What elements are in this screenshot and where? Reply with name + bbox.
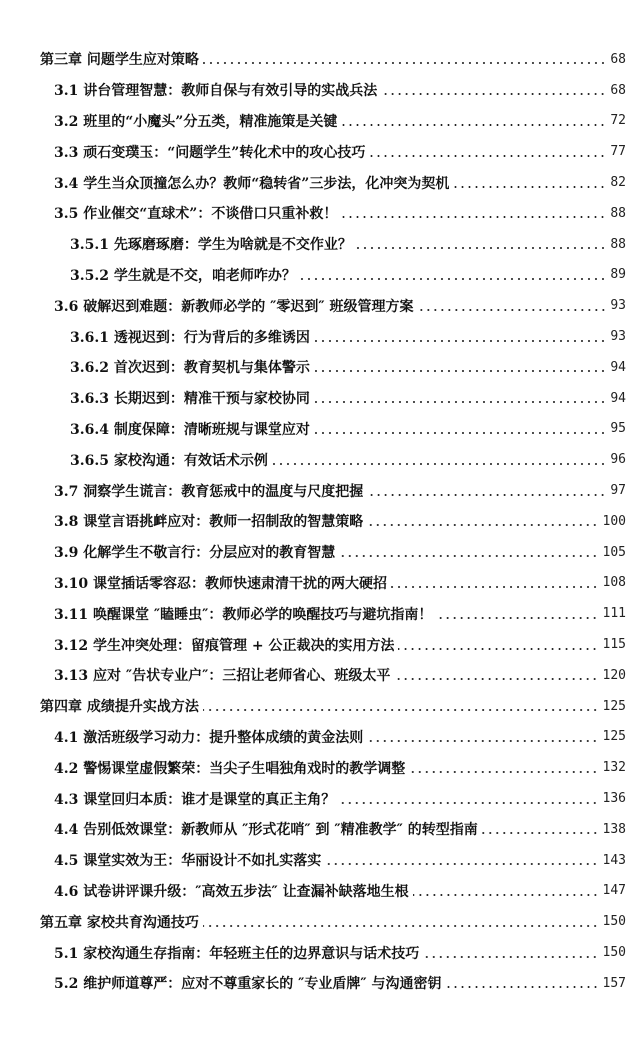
toc-entry-title: 4.5 课堂实效为王：华丽设计不如扎实落实 xyxy=(54,853,322,870)
toc-page-number: 111 xyxy=(602,606,626,622)
toc-entry-title: 3.4 学生当众顶撞怎么办？教师“稳转省”三步法，化冲突为契机 xyxy=(54,175,450,192)
toc-page-number: 77 xyxy=(610,144,626,160)
toc-page-number: 132 xyxy=(602,760,626,776)
toc-entry-title: 5.2 维护师道尊严：应对不尊重家长的 ″专业盾牌″ 与沟通密钥 xyxy=(54,976,442,993)
toc-entry-title: 3.7 洞察学生谎言：教育惩戒中的温度与尺度把握 xyxy=(54,483,364,500)
toc-section-entry[interactable] xyxy=(0,444,640,475)
toc-entry-title: 5.1 家校沟通生存指南：年轻班主任的边界意识与话术技巧 xyxy=(54,945,420,962)
toc-page-number: 138 xyxy=(602,821,626,837)
toc-section-entry[interactable] xyxy=(0,167,640,198)
toc-entry-title: 3.6.5 家校沟通：有效话术示例 xyxy=(70,452,268,469)
toc-entry-title: 3.6 破解迟到难题：新教师必学的 ″零迟到″ 班级管理方案 xyxy=(54,298,414,315)
toc-page-number: 108 xyxy=(602,575,626,591)
toc-entry-title: 3.13 应对 ″告状专业户″：三招让老师省心、班级太平 xyxy=(54,668,391,685)
toc-page-number: 143 xyxy=(602,852,626,868)
toc-page-number: 150 xyxy=(602,945,626,960)
toc-section-entry[interactable] xyxy=(0,968,640,999)
toc-entry-title: 3.5 作业催交“直球术”：不谈借口只重补救！ xyxy=(54,206,338,223)
toc-chapter-entry[interactable] xyxy=(0,44,640,75)
toc-entry-title: 3.12 学生冲突处理：留痕管理 + 公正裁决的实用方法 xyxy=(54,637,395,654)
dot-leader xyxy=(394,678,598,680)
toc-entry-title: 3.6.2 首次迟到：教育契机与集体警示 xyxy=(70,360,310,377)
toc-section-entry[interactable] xyxy=(0,198,640,229)
dot-leader xyxy=(446,986,599,988)
table-of-contents xyxy=(0,44,640,999)
toc-entry-title: 4.4 告别低效课堂：新教师从 ″形式花哨″ 到 ″精准教学″ 的转型指南 xyxy=(54,822,478,839)
toc-section-entry[interactable] xyxy=(0,475,640,506)
toc-page-number: 125 xyxy=(602,698,626,714)
toc-entry-title: 3.9 化解学生不敬言行：分层应对的教育智慧 xyxy=(54,545,336,562)
toc-page-number: 93 xyxy=(610,329,626,345)
dot-leader xyxy=(339,555,598,557)
toc-entry-title: 3.8 课堂言语挑衅应对：教师一招制敌的智慧策略 xyxy=(54,514,364,531)
dot-leader xyxy=(300,278,606,280)
toc-page-number: 89 xyxy=(610,267,626,283)
toc-page-number: 68 xyxy=(610,82,626,98)
dot-leader xyxy=(453,186,606,188)
dot-leader xyxy=(369,155,606,157)
toc-section-entry[interactable] xyxy=(0,845,640,876)
toc-section-entry[interactable] xyxy=(0,352,640,383)
toc-section-entry[interactable] xyxy=(0,414,640,445)
toc-section-entry[interactable] xyxy=(0,752,640,783)
toc-section-entry[interactable] xyxy=(0,722,640,753)
dot-leader xyxy=(339,802,598,804)
toc-section-entry[interactable] xyxy=(0,136,640,167)
toc-page-number: 93 xyxy=(610,298,626,314)
toc-chapter-entry[interactable] xyxy=(0,691,640,722)
dot-leader xyxy=(367,524,598,526)
toc-section-entry[interactable] xyxy=(0,537,640,568)
toc-section-entry[interactable] xyxy=(0,568,640,599)
dot-leader xyxy=(272,463,606,465)
toc-page-number: 125 xyxy=(602,729,626,745)
dot-leader xyxy=(314,401,606,403)
toc-page-number: 105 xyxy=(602,544,626,560)
dot-leader xyxy=(418,309,607,311)
dot-leader xyxy=(356,247,606,249)
toc-page-number: 147 xyxy=(602,883,626,899)
toc-section-entry[interactable] xyxy=(0,629,640,660)
toc-entry-title: 3.6.4 制度保障：清晰班规与课堂应对 xyxy=(70,421,310,438)
toc-entry-title: 4.6 试卷讲评课升级：″高效五步法″ 让查漏补缺落地生根 xyxy=(54,883,409,900)
toc-entry-title: 3.3 顽石变璞玉：“问题学生”转化术中的攻心技巧 xyxy=(54,144,366,161)
toc-page-number: 120 xyxy=(602,667,626,683)
dot-leader xyxy=(413,894,599,896)
toc-entry-title: 3.6.1 透视迟到：行为背后的多维诱因 xyxy=(70,329,310,346)
dot-leader xyxy=(314,340,606,342)
toc-entry-title: 4.1 激活班级学习动力：提升整体成绩的黄金法则 xyxy=(54,729,364,746)
toc-section-entry[interactable] xyxy=(0,229,640,260)
dot-leader xyxy=(381,93,606,95)
toc-entry-title: 3.6.3 长期迟到：精准干预与家校协同 xyxy=(70,391,310,408)
dot-leader xyxy=(314,432,606,434)
dot-leader xyxy=(341,124,606,126)
toc-entry-title: 第三章 问题学生应对策略 xyxy=(40,52,199,69)
dot-leader xyxy=(423,956,598,958)
toc-entry-title: 第五章 家校共育沟通技巧 xyxy=(40,914,199,931)
toc-section-entry[interactable] xyxy=(0,260,640,291)
toc-section-entry[interactable] xyxy=(0,660,640,691)
toc-section-entry[interactable] xyxy=(0,106,640,137)
toc-entry-title: 3.2 班里的“小魔头”分五类，精准施策是关键 xyxy=(54,113,338,130)
toc-entry-title: 4.3 课堂回归本质：谁才是课堂的真正主角？ xyxy=(54,791,336,808)
toc-page-number: 82 xyxy=(610,175,626,191)
toc-page-number: 150 xyxy=(602,914,626,930)
dot-leader xyxy=(203,62,606,64)
dot-leader xyxy=(391,586,599,588)
toc-section-entry[interactable] xyxy=(0,937,640,968)
dot-leader xyxy=(203,709,599,711)
toc-entry-title: 3.1 讲台管理智慧：教师自保与有效引导的实战兵法 xyxy=(54,83,378,100)
dot-leader xyxy=(203,925,599,927)
dot-leader xyxy=(482,832,599,834)
toc-page-number: 100 xyxy=(602,513,626,529)
toc-page-number: 94 xyxy=(610,390,626,406)
toc-section-entry[interactable] xyxy=(0,383,640,414)
dot-leader xyxy=(367,740,598,742)
toc-page-number: 96 xyxy=(610,452,626,468)
toc-page-number: 72 xyxy=(610,113,626,129)
toc-page-number: 68 xyxy=(610,51,626,67)
toc-entry-title: 4.2 警惕课堂虚假繁荣：当尖子生唱独角戏时的教学调整 xyxy=(54,760,406,777)
toc-entry-title: 3.5.2 学生就是不交，咱老师咋办？ xyxy=(70,267,296,284)
toc-page-number: 94 xyxy=(610,359,626,375)
toc-section-entry[interactable] xyxy=(0,598,640,629)
toc-entry-title: 第四章 成绩提升实战方法 xyxy=(40,699,199,716)
toc-entry-title: 3.10 课堂插话零容忍：教师快速肃清干扰的两大硬招 xyxy=(54,575,387,592)
toc-page-number: 88 xyxy=(610,236,626,252)
toc-page-number: 157 xyxy=(602,975,626,991)
dot-leader xyxy=(409,771,598,773)
toc-section-entry[interactable] xyxy=(0,75,640,106)
toc-page-number: 136 xyxy=(602,791,626,807)
toc-page-number: 115 xyxy=(602,637,626,653)
toc-entry-title: 3.5.1 先琢磨琢磨：学生为啥就是不交作业？ xyxy=(70,237,352,254)
dot-leader xyxy=(341,216,606,218)
dot-leader xyxy=(436,617,598,619)
toc-chapter-entry[interactable] xyxy=(0,906,640,937)
toc-page-number: 88 xyxy=(610,205,626,221)
toc-page-number: 95 xyxy=(610,421,626,437)
dot-leader xyxy=(325,863,598,865)
toc-section-entry[interactable] xyxy=(0,321,640,352)
toc-section-entry[interactable] xyxy=(0,814,640,845)
toc-section-entry[interactable] xyxy=(0,783,640,814)
dot-leader xyxy=(314,370,606,372)
dot-leader xyxy=(398,648,598,650)
toc-section-entry[interactable] xyxy=(0,876,640,907)
toc-entry-title: 3.11 唤醒课堂 ″瞌睡虫″：教师必学的唤醒技巧与避坑指南！ xyxy=(54,606,433,623)
toc-section-entry[interactable] xyxy=(0,290,640,321)
dot-leader xyxy=(367,494,606,496)
toc-page-number: 97 xyxy=(610,483,626,499)
toc-section-entry[interactable] xyxy=(0,506,640,537)
